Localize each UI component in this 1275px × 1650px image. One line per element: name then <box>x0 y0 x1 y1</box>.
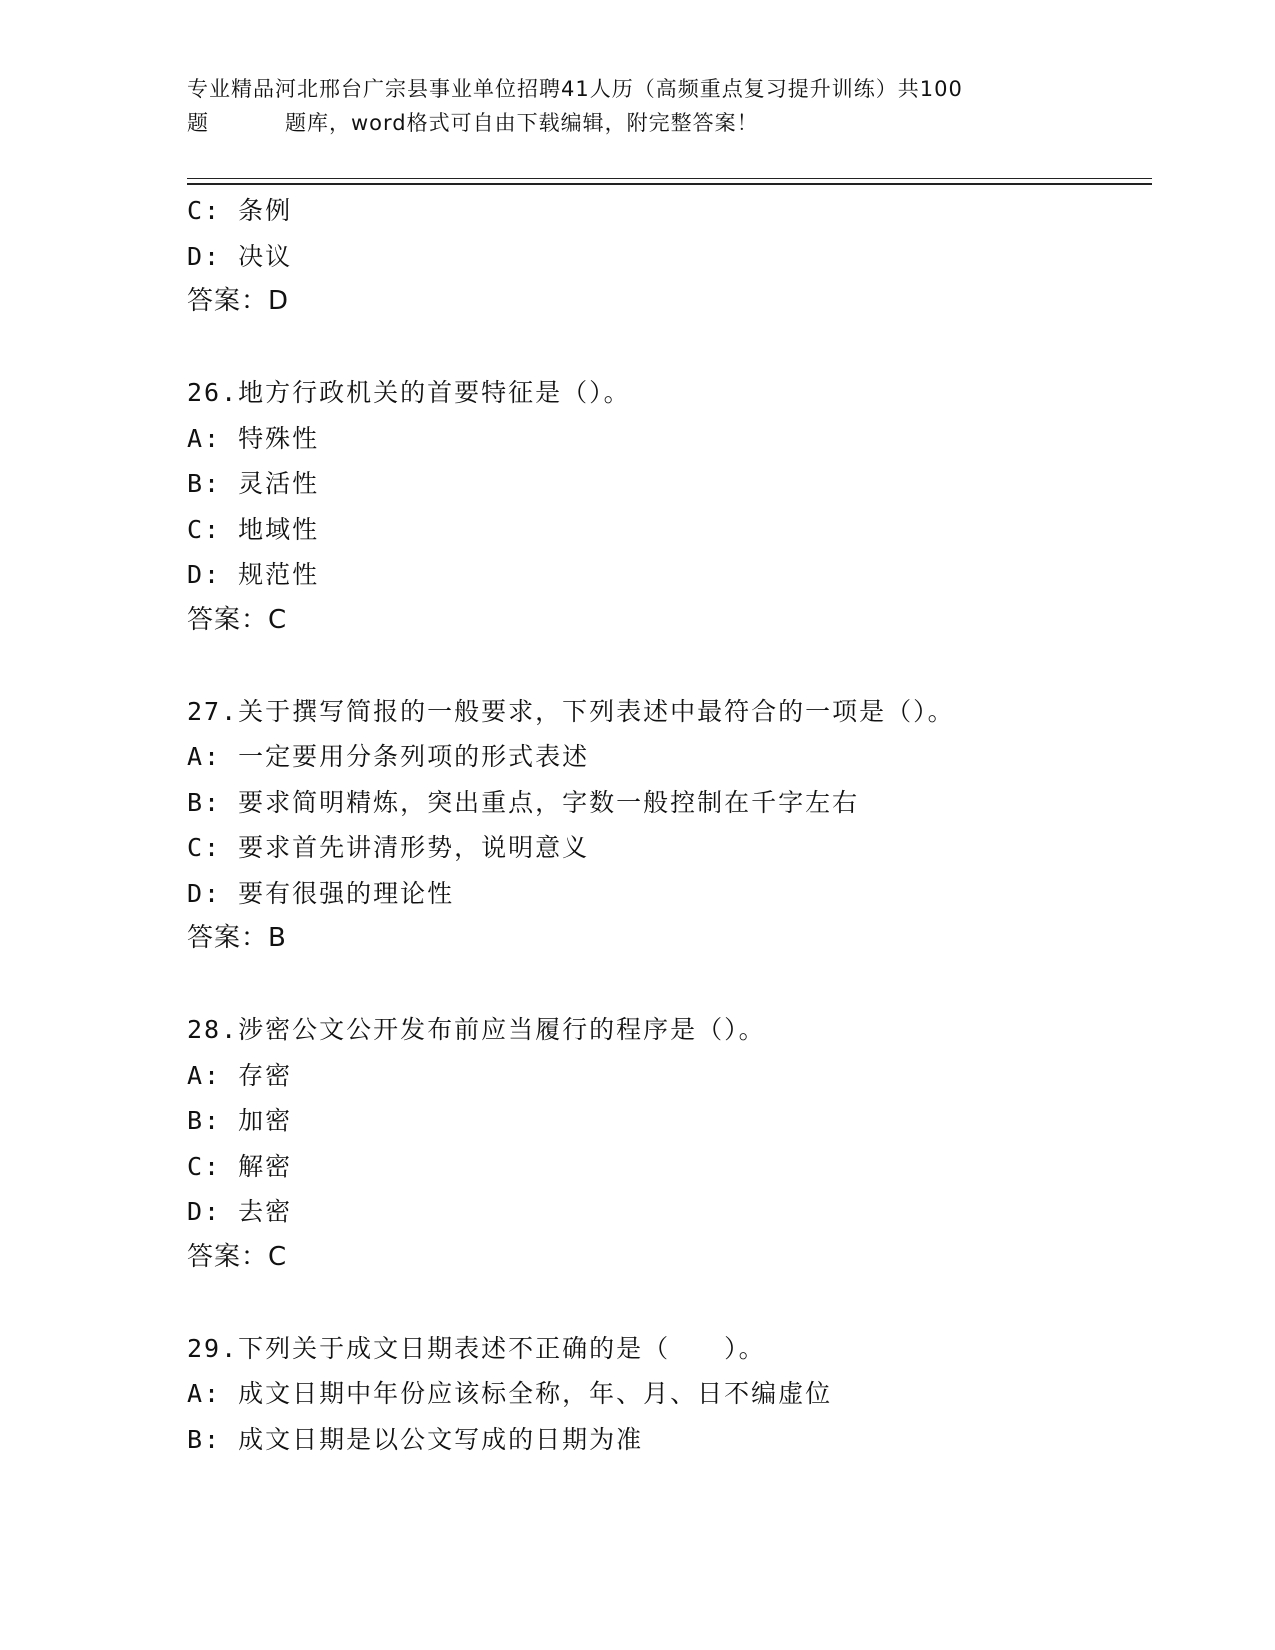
blank-line <box>187 643 1147 689</box>
header-rule-thin <box>187 178 1152 179</box>
question-list <box>187 188 1147 1462</box>
option-line: D: 规范性 <box>187 560 320 589</box>
option-line: C: 地域性 <box>187 514 320 544</box>
option-line: B: 要求简明精炼，突出重点，字数一般控制在千字左右 <box>187 787 860 817</box>
header-line-2-text: 题库，word格式可自由下载编辑，附完整答案！ <box>285 111 759 135</box>
option-line: C: 条例 <box>187 196 293 225</box>
option-line: D: 要有很强的理论性 <box>187 878 455 908</box>
option-line: C: 解密 <box>187 1151 293 1181</box>
option-line: A: 成文日期中年份应该标全称，年、月、日不编虚位 <box>187 1379 833 1408</box>
header-line-2 <box>187 106 1087 140</box>
header-line-1: 专业精品河北邢台广宗县事业单位招聘41人历（高频重点复习提升训练）共100 <box>187 77 963 101</box>
option-line: B: 成文日期是以公文写成的日期为准 <box>187 1424 644 1454</box>
document-header <box>187 72 1087 140</box>
option-line: A: 特殊性 <box>187 423 320 453</box>
option-line: B: 加密 <box>187 1106 293 1135</box>
option-line: C: 要求首先讲清形势，说明意义 <box>187 833 590 862</box>
question-26: 26.地方行政机关的首要特征是（）。 <box>187 378 631 407</box>
option-line: A: 一定要用分条列项的形式表述 <box>187 742 590 771</box>
question-29: 29.下列关于成文日期表述不正确的是（ ）。 <box>187 1333 766 1363</box>
option-line: D: 去密 <box>187 1197 293 1226</box>
question-28: 28.涉密公文公开发布前应当履行的程序是（）。 <box>187 1015 766 1044</box>
blank-line <box>187 325 1147 371</box>
option-line: D: 决议 <box>187 241 293 271</box>
answer-line: 答案：C <box>187 604 288 635</box>
blank-line <box>187 1280 1147 1326</box>
option-line: A: 存密 <box>187 1060 293 1090</box>
header-line-2-lead: 题 <box>187 111 209 135</box>
option-line: B: 灵活性 <box>187 469 320 498</box>
blank-line <box>187 962 1147 1008</box>
answer-line: 答案：C <box>187 1241 288 1272</box>
answer-line: 答案：D <box>187 286 290 316</box>
answer-line: 答案：B <box>187 923 287 953</box>
question-27: 27.关于撰写简报的一般要求，下列表述中最符合的一项是（）。 <box>187 696 955 726</box>
header-rule-thick <box>187 183 1152 185</box>
